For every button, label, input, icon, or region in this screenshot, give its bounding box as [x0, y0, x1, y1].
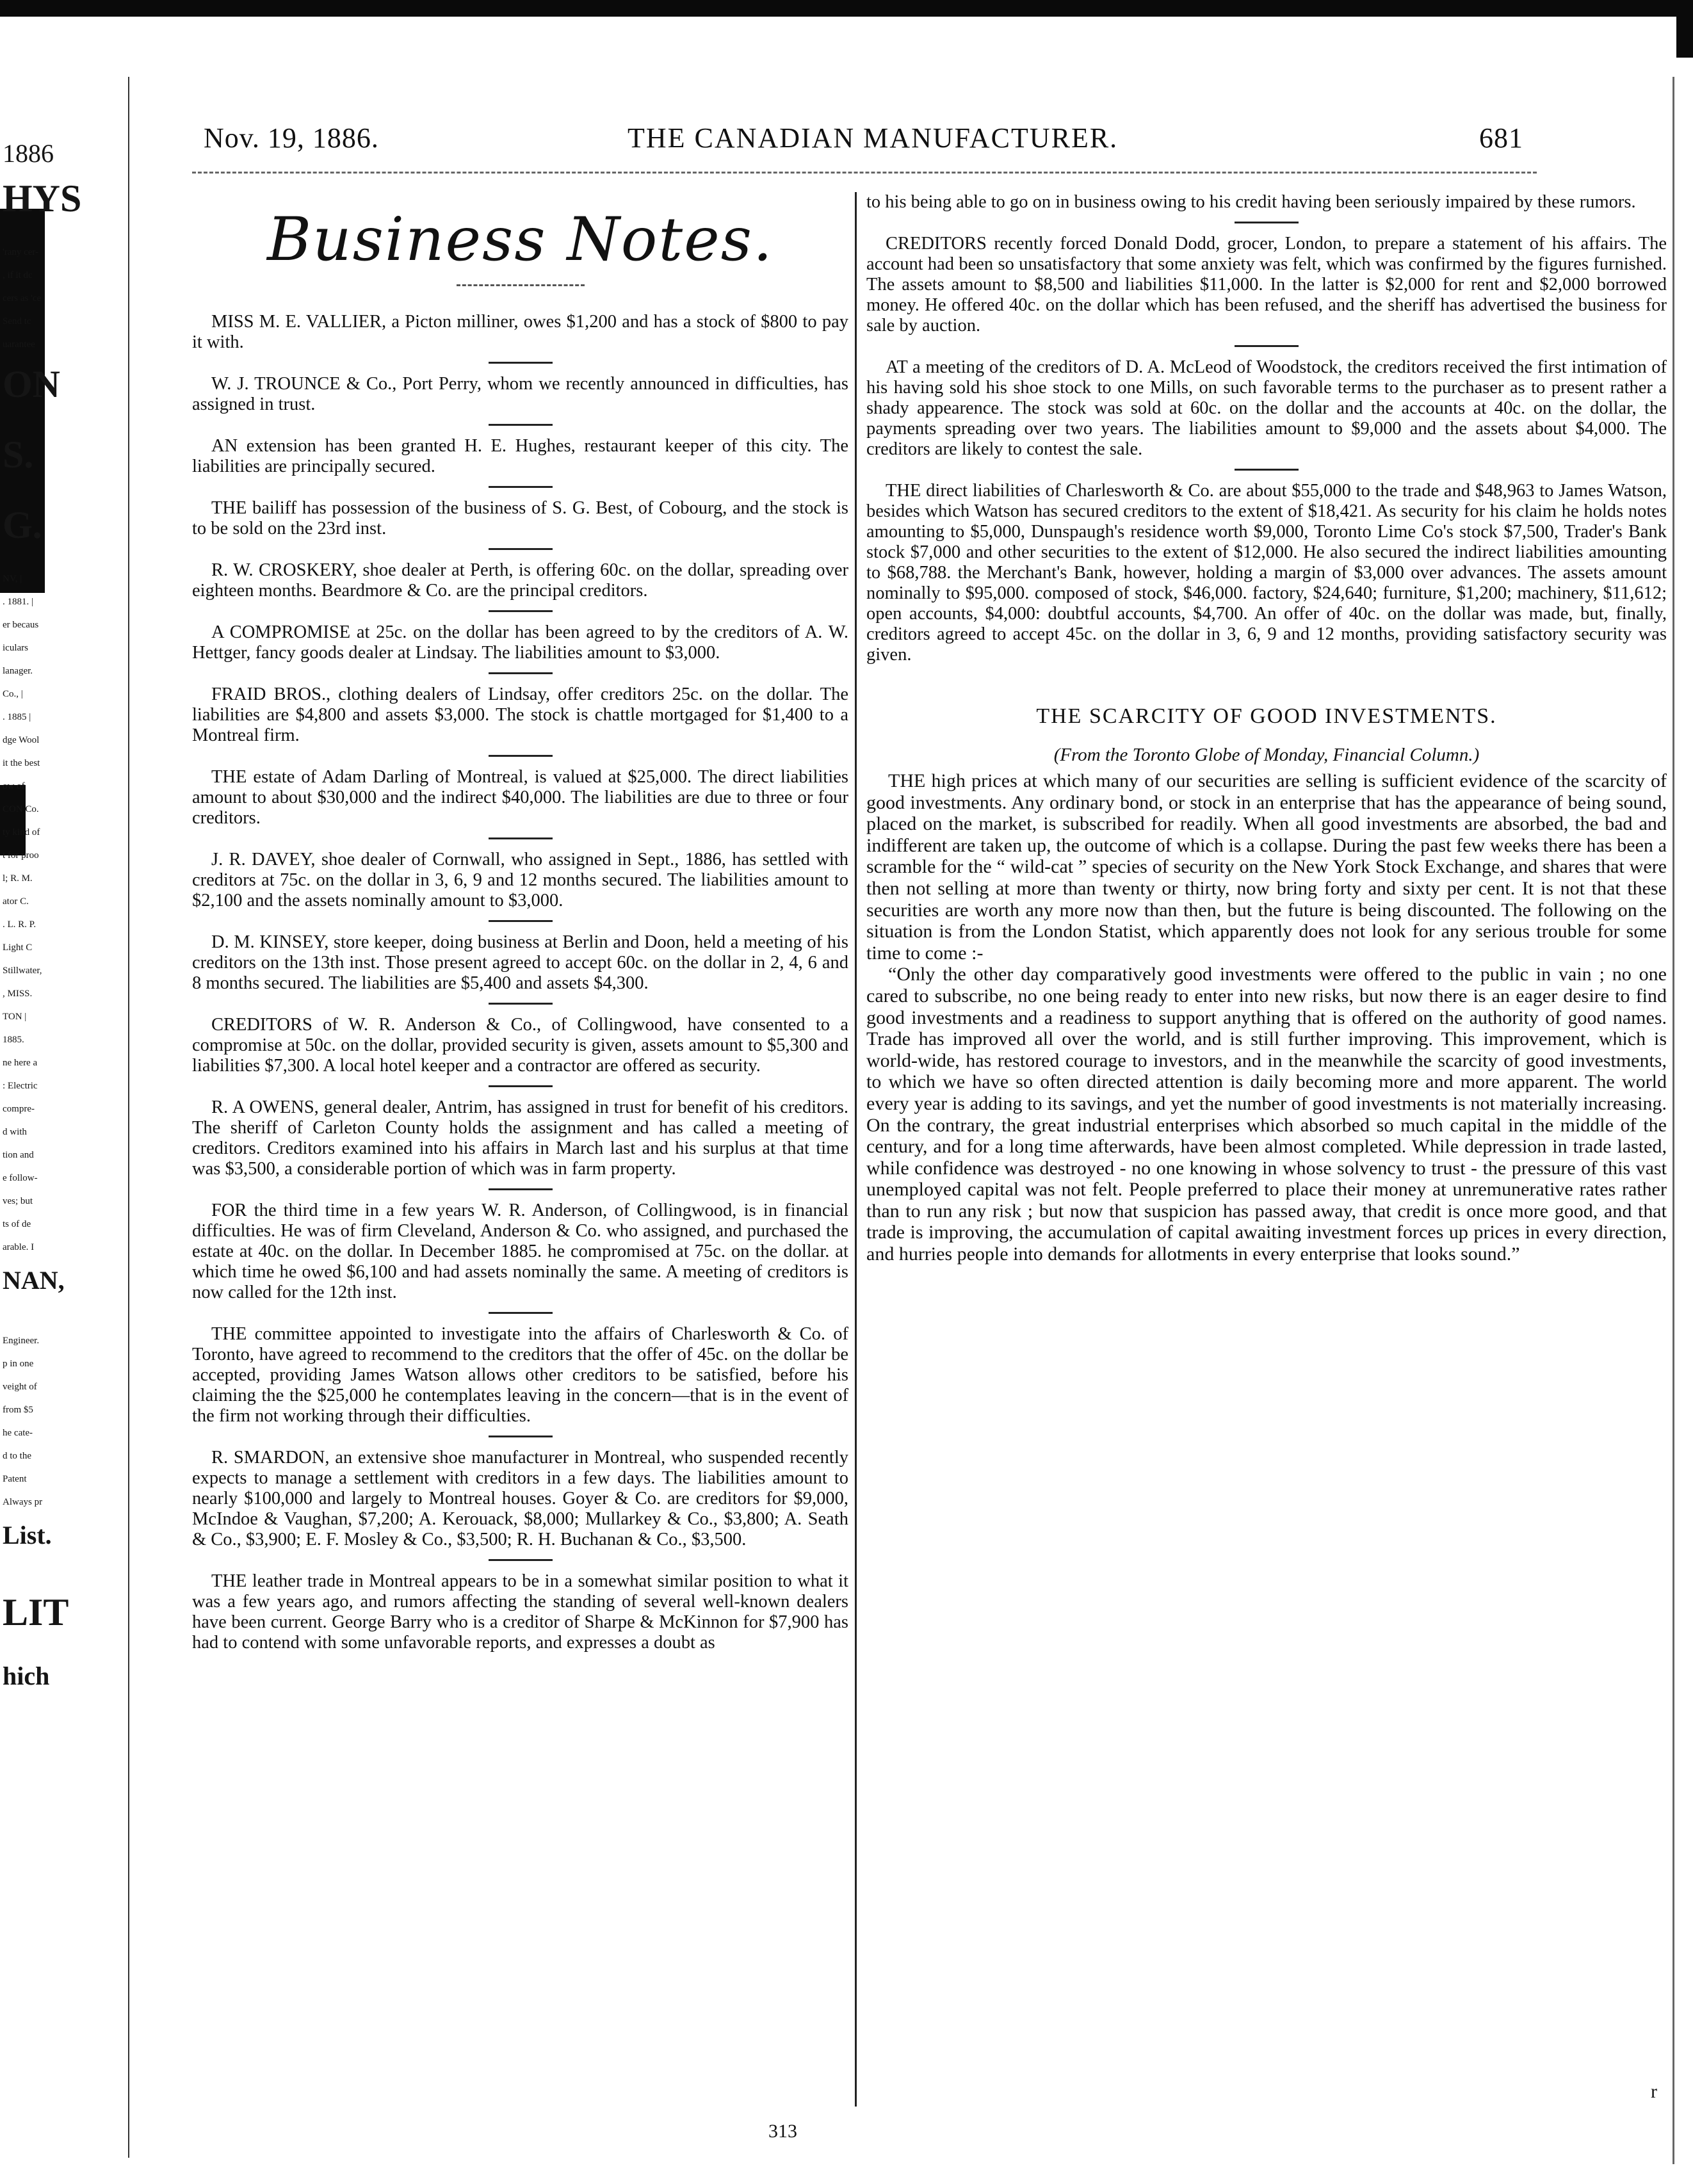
- strip-fragment: iculars: [3, 643, 28, 653]
- business-note-item: FRAID BROS., clothing dealers of Lindsay, offer creditors 25c. on the dollar. The liabilities are $4,800 and assets $3,000. The stock is chattle mortgaged for $1,400 to a Montreal firm.: [192, 684, 848, 745]
- issue-date: Nov. 19, 1886.: [204, 122, 379, 154]
- strip-fragment: Co., |: [3, 689, 23, 699]
- business-note-item: THE leather trade in Montreal appears to be in a somewhat similar position to what it was a few years ago, and rumors affecting the standing of several well-known dealers have been current. George Barry who is a creditor of Sharpe & McKinnon for $7,900 has had to contend with some unfavorable reports, and expresses a doubt as: [192, 1571, 848, 1653]
- business-note-item: A COMPROMISE at 25c. on the dollar has been agreed to by the creditors of A. W. Hettger, fancy goods dealer at Lindsay. The liabilities amount to $3,000.: [192, 622, 848, 663]
- strip-fragment: LIT: [3, 1591, 69, 1633]
- heading-dashed-rule: [457, 284, 585, 286]
- left-column: [192, 192, 848, 1653]
- strip-fragment: ves; but: [3, 1196, 33, 1206]
- strip-fragment: ne here a: [3, 1058, 38, 1068]
- business-note-item: R. W. CROSKERY, shoe dealer at Perth, is offering 60c. on the dollar, spreading over eighteen months. Beardmore & Co. are the principal creditors.: [192, 560, 848, 601]
- strip-fragment: ty kind of: [3, 827, 40, 837]
- business-note-item: THE committee appointed to investigate into the affairs of Charlesworth & Co. of Toronto, have agreed to recommend to the creditors that the offer of 45c. on the dollar be accepted, providing James Watson allows other creditors to be satisfied, before his claiming the the $25,000 he contemplates leaving in the concern—that is in the event of the firm not working through their difficulties.: [192, 1324, 848, 1426]
- strip-fragment: l; R. M.: [3, 873, 33, 884]
- strip-fragment: 'rany cer-: [3, 247, 39, 257]
- strip-fragment: , MISS.: [3, 989, 33, 999]
- business-note-item: J. R. DAVEY, shoe dealer of Cornwall, who assigned in Sept., 1886, has settled with creditors at 75c. on the dollar in 3, 6, 9 and 12 months secured. The liabilities amount to $2,100 and the assets nominally amount to $3,000.: [192, 850, 848, 910]
- strip-fragment: uarantee: [3, 339, 35, 350]
- strip-fragment: Always pr: [3, 1497, 43, 1507]
- strip-fragment: dge Wool: [3, 735, 40, 745]
- business-notes-list-continued: [866, 222, 1667, 665]
- business-note-item: W. J. TROUNCE & Co., Port Perry, whom we recently announced in difficulties, has assigned in trust.: [192, 374, 848, 414]
- strip-fragment: d to the: [3, 1451, 31, 1461]
- strip-fragment: compre-: [3, 1104, 35, 1114]
- strip-fragment: lanager.: [3, 666, 33, 676]
- strip-fragment: d with: [3, 1127, 27, 1137]
- strip-fragment: : Electric: [3, 1081, 38, 1091]
- strip-fragment: List.: [3, 1521, 52, 1549]
- article-body: [866, 770, 1667, 1265]
- left-strip-black-bar-lower: [0, 785, 26, 855]
- strip-fragment: NV, |: [3, 574, 22, 584]
- strip-fragment: TON |: [3, 1012, 27, 1022]
- strip-fragment: veight of: [3, 1382, 37, 1392]
- strip-fragment: G.: [3, 504, 42, 546]
- publication-title: THE CANADIAN MANUFACTURER.: [628, 122, 1119, 154]
- business-note-item: AN extension has been granted H. E. Hughes, restaurant keeper of this city. The liabilities are principally secured.: [192, 436, 848, 476]
- business-note-item: MISS M. E. VALLIER, a Picton milliner, owes $1,200 and has a stock of $800 to pay it with.: [192, 312, 848, 352]
- strip-fragment: . 1885 |: [3, 712, 31, 722]
- strip-fragment: ator C.: [3, 896, 29, 907]
- strip-fragment: S.: [3, 433, 34, 476]
- business-note-item: AT a meeting of the creditors of D. A. McLeod of Woodstock, the creditors received the first intimation of his having sold his shoe stock to one Mills, on such favorable terms to the purchaser as to present rather a shady appearence. The stock was sold at 60c. on the dollar and the accounts at 40c. on the dollar, the payments spreading over two years. The liabilities amount to $9,000 and the assets about $4,000. The creditors are likely to contest the sale.: [866, 357, 1667, 459]
- business-note-item: THE bailiff has possession of the business of S. G. Best, of Cobourg, and the stock is to be sold on the 23rd inst.: [192, 498, 848, 538]
- business-notes-list: [192, 312, 848, 1653]
- strip-fragment: hich: [3, 1662, 50, 1690]
- strip-fragment: he cate-: [3, 1428, 33, 1438]
- item-separator: [489, 1003, 553, 1005]
- strip-fragment: t for proo: [3, 850, 39, 861]
- item-separator: [489, 486, 553, 488]
- strip-fragment: ON: [3, 363, 60, 405]
- item-separator: [489, 548, 553, 550]
- strip-fragment: NAN,: [3, 1266, 65, 1295]
- strip-fragment: arable. I: [3, 1242, 35, 1252]
- strip-fragment: Engineer.: [3, 1336, 40, 1346]
- strip-fragment: tion and: [3, 1150, 34, 1160]
- item-separator: [489, 755, 553, 757]
- strip-fragment: from $5: [3, 1405, 33, 1415]
- footer-mark: 313: [768, 2121, 797, 2142]
- top-border-rule: [0, 0, 1693, 17]
- strip-fragment: cers as 'ce: [3, 293, 42, 303]
- business-note-item: D. M. KINSEY, store keeper, doing business at Berlin and Doon, held a meeting of his creditors on the 13th inst. Those present agreed to accept 60c. on the dollar in 2, 4, 6 and 8 months secured. The liabilities are $5,400 and assets $4,300.: [192, 932, 848, 993]
- strip-fragment: it the best: [3, 758, 40, 768]
- business-note-item: R. A OWENS, general dealer, Antrim, has assigned in trust for benefit of his creditors. The sheriff of Carleton County holds the assignment and has called a meeting of creditors. Creditors examined into his affairs in March last and his surplus at that time was $3,500, a considerable portion of which was in farm property.: [192, 1097, 848, 1179]
- strip-fragment: Patent: [3, 1474, 27, 1484]
- article-source: (From the Toronto Globe of Monday, Financial Column.): [1053, 745, 1480, 765]
- strip-fragment: HYS: [3, 177, 82, 220]
- item-separator: [489, 1312, 553, 1314]
- business-note-item: CREDITORS of W. R. Anderson & Co., of Collingwood, have consented to a compromise at 50c. on the dollar, provided security is given, assets amount to $5,300 and liabilities $7,300. A local hotel keeper and a contractor are offered as security.: [192, 1015, 848, 1076]
- business-notes-heading: Business Notes.: [267, 205, 774, 275]
- strip-fragment: er becaus: [3, 620, 39, 630]
- strip-fragment: ts of de: [3, 1219, 31, 1229]
- item-separator: [489, 424, 553, 426]
- business-note-item: THE estate of Adam Darling of Montreal, is valued at $25,000. The direct liabilities amount to about $30,000 and the indirect $40,000. The liabilities are due to three or four creditors.: [192, 767, 848, 828]
- header-dashed-rule: [192, 172, 1537, 174]
- item-separator: [1235, 469, 1299, 471]
- item-separator: [489, 1085, 553, 1087]
- strip-fragment: e follow-: [3, 1173, 38, 1183]
- strip-fragment: , if it dc: [3, 270, 33, 280]
- strip-fragment: . L. R. P.: [3, 919, 36, 930]
- item-separator: [1235, 345, 1299, 347]
- article-paragraph: THE high prices at which many of our securities are selling is sufficient evidence of the scarcity of good investments. Any ordinary bond, or stock in an enterprise that has the appearance of being sound, placed on the market, is subscribed for readily. When all good investments are absorbed, the bad and indifferent are taken up, the outcome of which is a collapse. During the past few weeks there has been a scramble for the “ wild-cat ” species of security on the New York Stock Exchange, and shares that were then not selling at more than twenty or thirty, now bring forty and sixty per cent. It is not that these securities are worth any more now than then, but the future is being discounted. The following on the situation is from the London Statist, which apparently does not look for any serious trouble for some time to come :-: [866, 770, 1667, 964]
- strip-fragment: Stillwater,: [3, 966, 42, 976]
- item-separator: [489, 672, 553, 674]
- item-separator: [489, 920, 553, 922]
- strip-fragment: ow of: [3, 781, 25, 791]
- item-separator: [1235, 222, 1299, 223]
- column-divider: [855, 192, 857, 2107]
- item-separator: [489, 362, 553, 364]
- footer-right-mark: r: [1651, 2081, 1657, 2102]
- continued-paragraph: to his being able to go on in business owing to his credit having been seriously impaired by these rumors.: [866, 192, 1636, 212]
- strip-fragment: Send tc: [3, 316, 31, 327]
- page-number: 681: [1479, 122, 1523, 154]
- business-note-item: CREDITORS recently forced Donald Dodd, grocer, London, to prepare a statement of his affairs. The account had been so unsatisfactory that some anxiety was felt, which was confirmed by the figures furnished. The assets amount to $8,500 and liabilities $11,000. In the latter is $2,000 for rent and $2,000 borrowed money. He offered 40c. on the dollar which has been refused, and the sheriff has advertised the business for sale by auction.: [866, 234, 1667, 336]
- item-separator: [489, 610, 553, 612]
- item-separator: [489, 1559, 553, 1561]
- right-page-edge: [1673, 77, 1674, 2164]
- article-paragraph: “Only the other day comparatively good investments were offered to the public in vain ; no one cared to subscribe, no one being ready to enter into new risks, but now there is an eager desire to find good investments and a readiness to support anything that is offered on the authority of good names. Trade has improved all over the world, and is still further improving. This improvement, which is world-wide, has restored courage to investors, and in the meanwhile the scarcity of good investments, to which we have so often directed attention is daily becoming more and more apparent. The world every year is adding to its savings, and yet the number of good investments is not materially increasing. On the contrary, the great industrial enterprises which absorbed so much capital in the middle of the century, and for a long time afterwards, have been almost completed. While depression in trade lasted, while confidence was destroyed - no one knowing in whose solvency to trust - the pressure of this vast unemployed capital was not felt. People preferred to place their money at unremunerative rates rather than to run any risk ; but now that suspicion has passed away, that credit is once more good, and that trade is improving, the accumulation of capital awaiting investment forces up prices in every direction, and hurries people into demands for allotments in every enterprise that looks sound.”: [866, 964, 1667, 1265]
- item-separator: [489, 1436, 553, 1437]
- strip-fragment: Light C: [3, 942, 33, 953]
- item-separator: [489, 1188, 553, 1190]
- article-title: THE SCARCITY OF GOOD INVESTMENTS.: [1036, 704, 1497, 728]
- top-right-corner-bar: [1676, 0, 1693, 58]
- business-note-item: FOR the third time in a few years W. R. Anderson, of Collingwood, is in financial difficulties. He was of firm Cleveland, Anderson & Co. who assigned, and purchased the estate at 40c. on the dollar. In December 1885. he compromised at 75c. on the dollar. at which time he owed $6,100 and had assets nominally the same. A meeting of creditors is now called for the 12th inst.: [192, 1201, 848, 1302]
- business-note-item: R. SMARDON, an extensive shoe manufacturer in Montreal, who suspended recently expects to manage a settlement with creditors in a few days. The liabilities amount to nearly $100,000 and largely to Montreal houses. Goyer & Co. are creditors for $9,000, McIndoe & Vaughan, $7,200; A. Kerouack, $8,000; Mullarkey & Co., $3,800; A. Seath & Co., $3,900; E. F. Mosley & Co., $3,500; R. H. Buchanan & Co., $3,500.: [192, 1448, 848, 1549]
- left-page-strip: [0, 17, 122, 2184]
- strip-fragment: p in one: [3, 1359, 34, 1369]
- strip-fragment: CON Co.: [3, 804, 39, 814]
- right-column: [866, 192, 1667, 1265]
- strip-year: 1886: [3, 139, 54, 168]
- strip-fragment: 1885.: [3, 1035, 24, 1045]
- business-note-item: THE direct liabilities of Charlesworth & Co. are about $55,000 to the trade and $48,963 to James Watson, besides which Watson has secured creditors to the extent of $18,421. As security for his claim he holds notes amounting to $5,000, Dunspaugh's residence worth $9,000, Toronto Lime Co's stock $7,500, Trader's Bank stock $7,000 and other securities to the extent of $12,000. He also secured the indirect liabilities amounting to $68,788. the Merchant's Bank, however, holding a margin of $3,000 over advances. The assets amount nominally to $95,000. composed of stock, $46,000. factory, $24,640; furniture, $1,200; machinery, $11,612; open accounts, $4,000: doubtful accounts, $4,700. An offer of 40c. on the dollar was made, but, finally, creditors agreed to accept 45c. on the dollar in 3, 6, 9 and 12 months, providing satisfactory security was given.: [866, 481, 1667, 665]
- item-separator: [489, 837, 553, 839]
- gutter-line: [128, 77, 129, 2158]
- strip-fragment: . 1881. |: [3, 597, 34, 607]
